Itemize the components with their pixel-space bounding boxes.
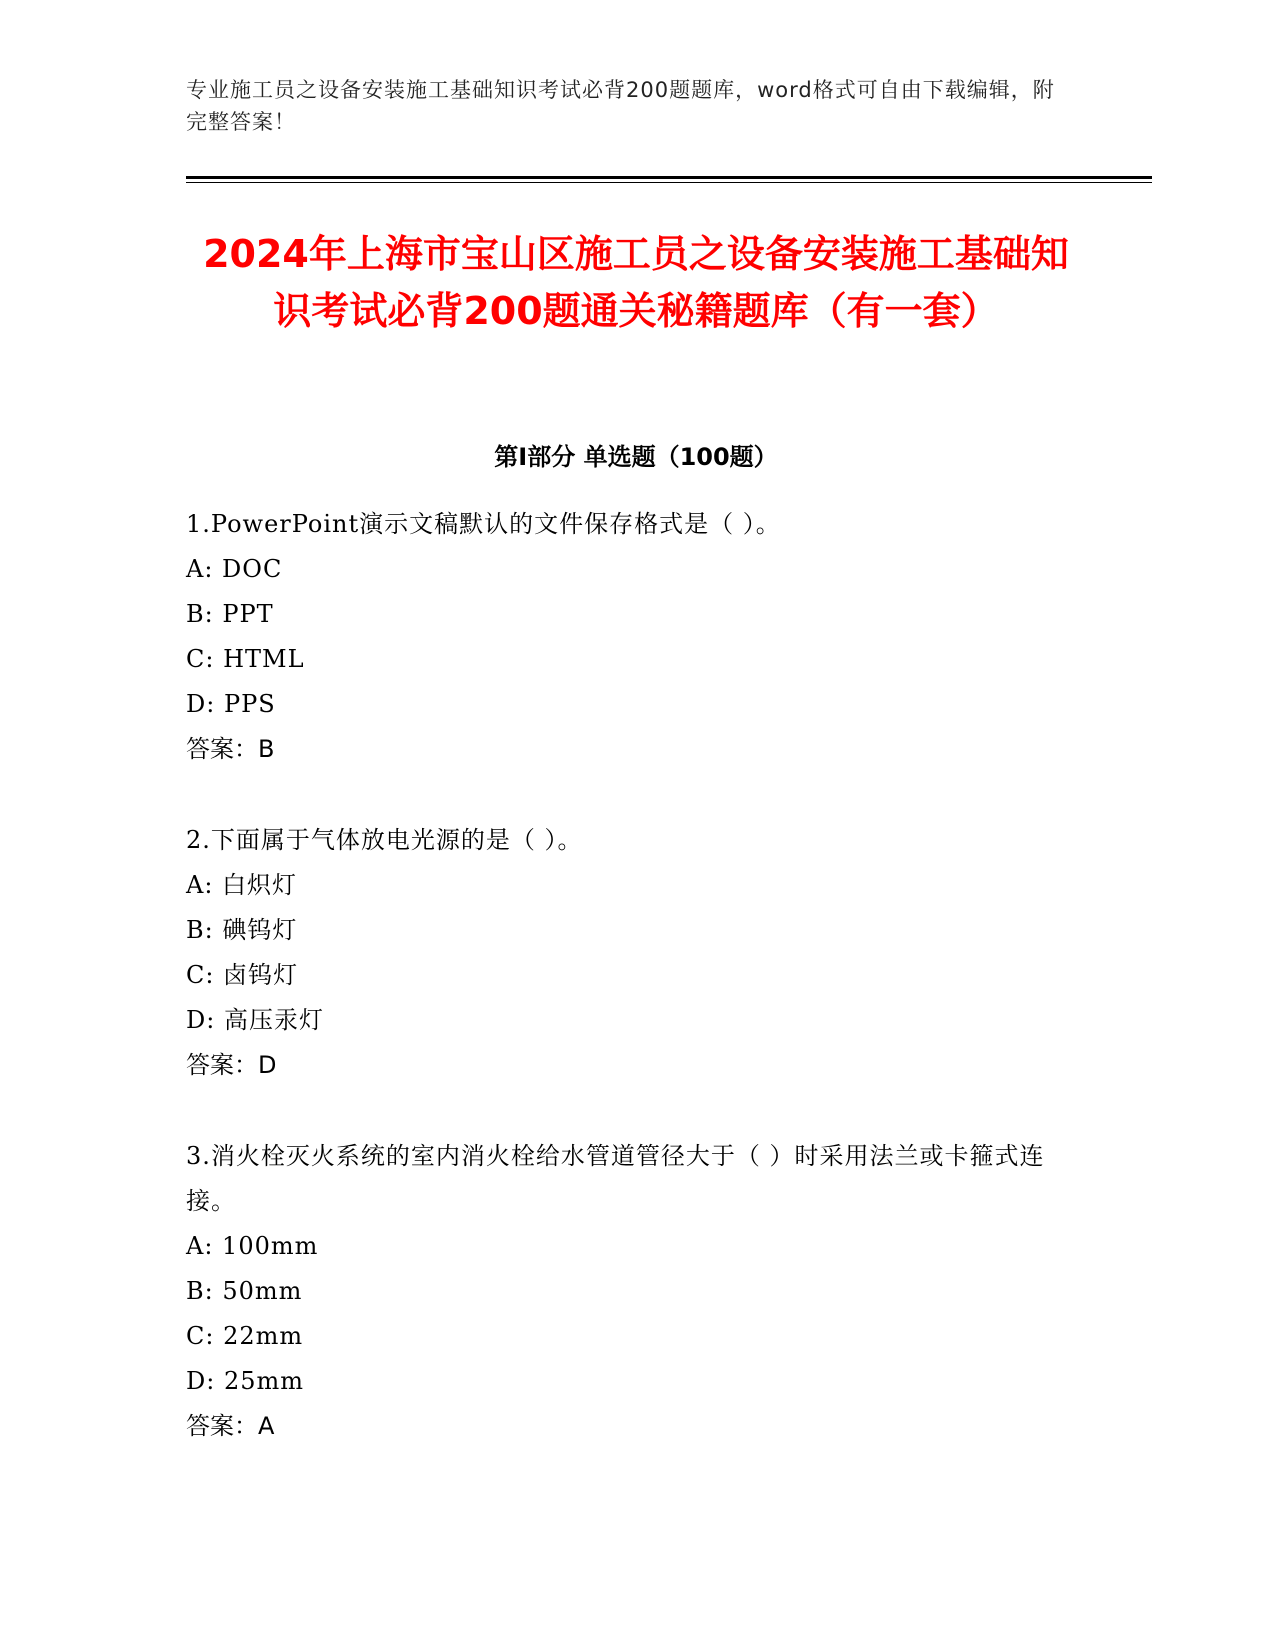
document-title: 2024年上海市宝山区施工员之设备安装施工基础知识考试必背200题通关秘籍题库（有一套）: [203, 232, 1069, 333]
question-stem: 1.PowerPoint演示文稿默认的文件保存格式是（ ）。: [186, 510, 781, 538]
option-a: A: 100mm: [186, 1232, 319, 1260]
question-stem: 3.消火栓灭火系统的室内消火栓给水管道管径大于（ ）时采用法兰或卡箍式连接。: [186, 1142, 1045, 1215]
question-1: [186, 502, 1086, 772]
option-b: B: PPT: [186, 600, 274, 628]
option-a: A: DOC: [186, 555, 283, 583]
header-rule-thick: [186, 176, 1152, 179]
option-a: A: 白炽灯: [186, 871, 298, 899]
option-d: D: 高压汞灯: [186, 1006, 324, 1034]
answer: 答案：A: [186, 1412, 275, 1440]
section-title: 第I部分 单选题（100题）: [494, 443, 778, 471]
header-note: 专业施工员之设备安装施工基础知识考试必背200题题库，word格式可自由下载编辑，附完整答案！: [186, 78, 1055, 134]
option-d: D: PPS: [186, 690, 276, 718]
option-b: B: 碘钨灯: [186, 916, 298, 944]
header-rule-thin: [186, 182, 1152, 183]
option-d: D: 25mm: [186, 1367, 305, 1395]
option-c: C: 卤钨灯: [186, 961, 299, 989]
option-c: C: 22mm: [186, 1322, 304, 1350]
question-3: [186, 1134, 1086, 1449]
answer: 答案：D: [186, 1051, 277, 1079]
option-c: C: HTML: [186, 645, 305, 673]
question-2: [186, 818, 1086, 1088]
answer: 答案：B: [186, 735, 275, 763]
question-stem: 2.下面属于气体放电光源的是（ ）。: [186, 826, 583, 854]
option-b: B: 50mm: [186, 1277, 303, 1305]
